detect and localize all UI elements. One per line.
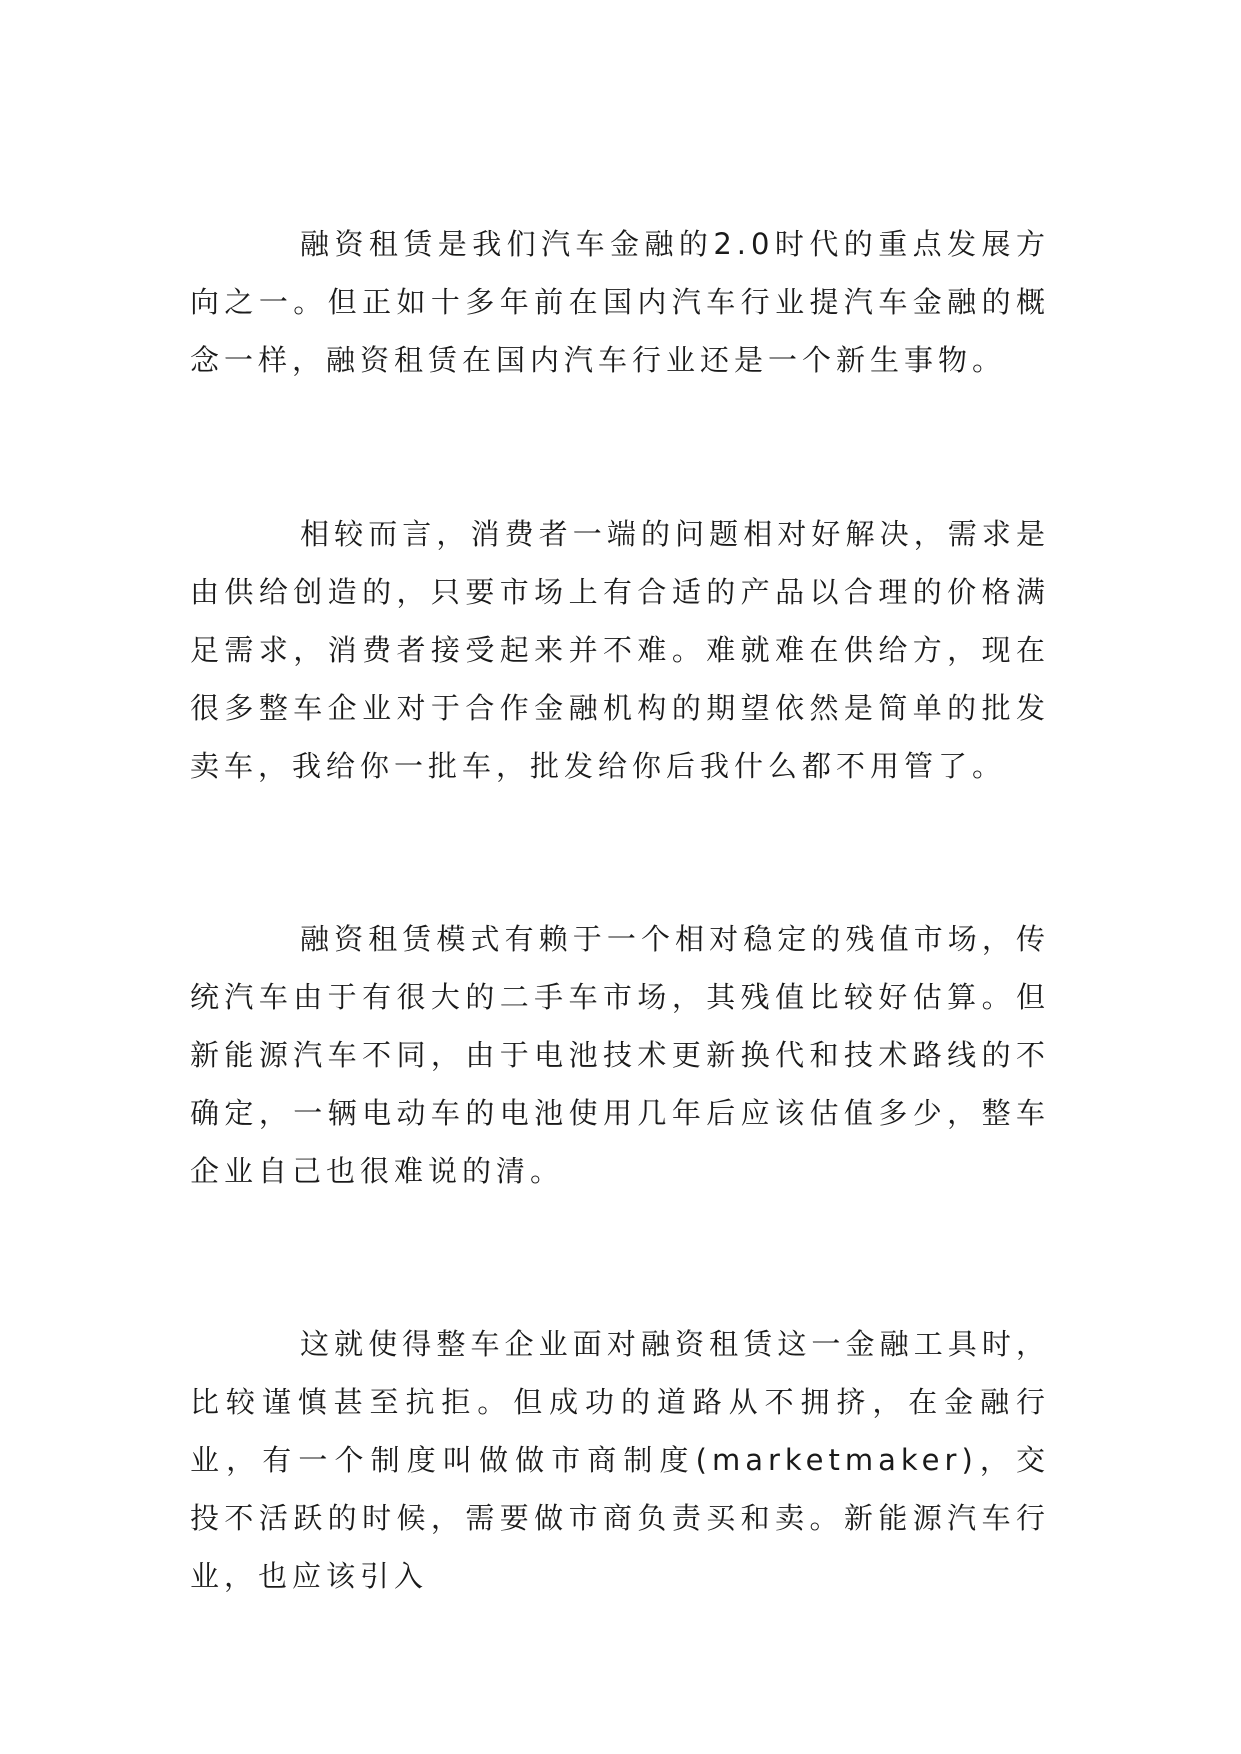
paragraph-residual-value: 融资租赁模式有赖于一个相对稳定的残值市场，传统汽车由于有很大的二手车市场，其残值比较好估算。但新能源汽车不同，由于电池技术更新换代和技术路线的不确定，一辆电动车的电池使用几年后应该估值多少，整车企业自己也很难说的清。 bbox=[190, 922, 1050, 1188]
paragraph-financial-leasing-intro: 融资租赁是我们汽车金融的2.0时代的重点发展方向之一。但正如十多年前在国内汽车行业提汽车金融的概念一样，融资租赁在国内汽车行业还是一个新生事物。 bbox=[190, 227, 1050, 377]
paragraph-market-maker: 这就使得整车企业面对融资租赁这一金融工具时，比较谨慎甚至抗拒。但成功的道路从不拥挤，在金融行业，有一个制度叫做做市商制度(marketmaker)，交投不活跃的时候，需要做市商负责买和卖。新能源汽车行业，也应该引入 bbox=[190, 1327, 1050, 1593]
paragraph-supply-demand: 相较而言，消费者一端的问题相对好解决，需求是由供给创造的，只要市场上有合适的产品以合理的价格满足需求，消费者接受起来并不难。难就难在供给方，现在很多整车企业对于合作金融机构的期望依然是简单的批发卖车，我给你一批车，批发给你后我什么都不用管了。 bbox=[190, 517, 1050, 783]
